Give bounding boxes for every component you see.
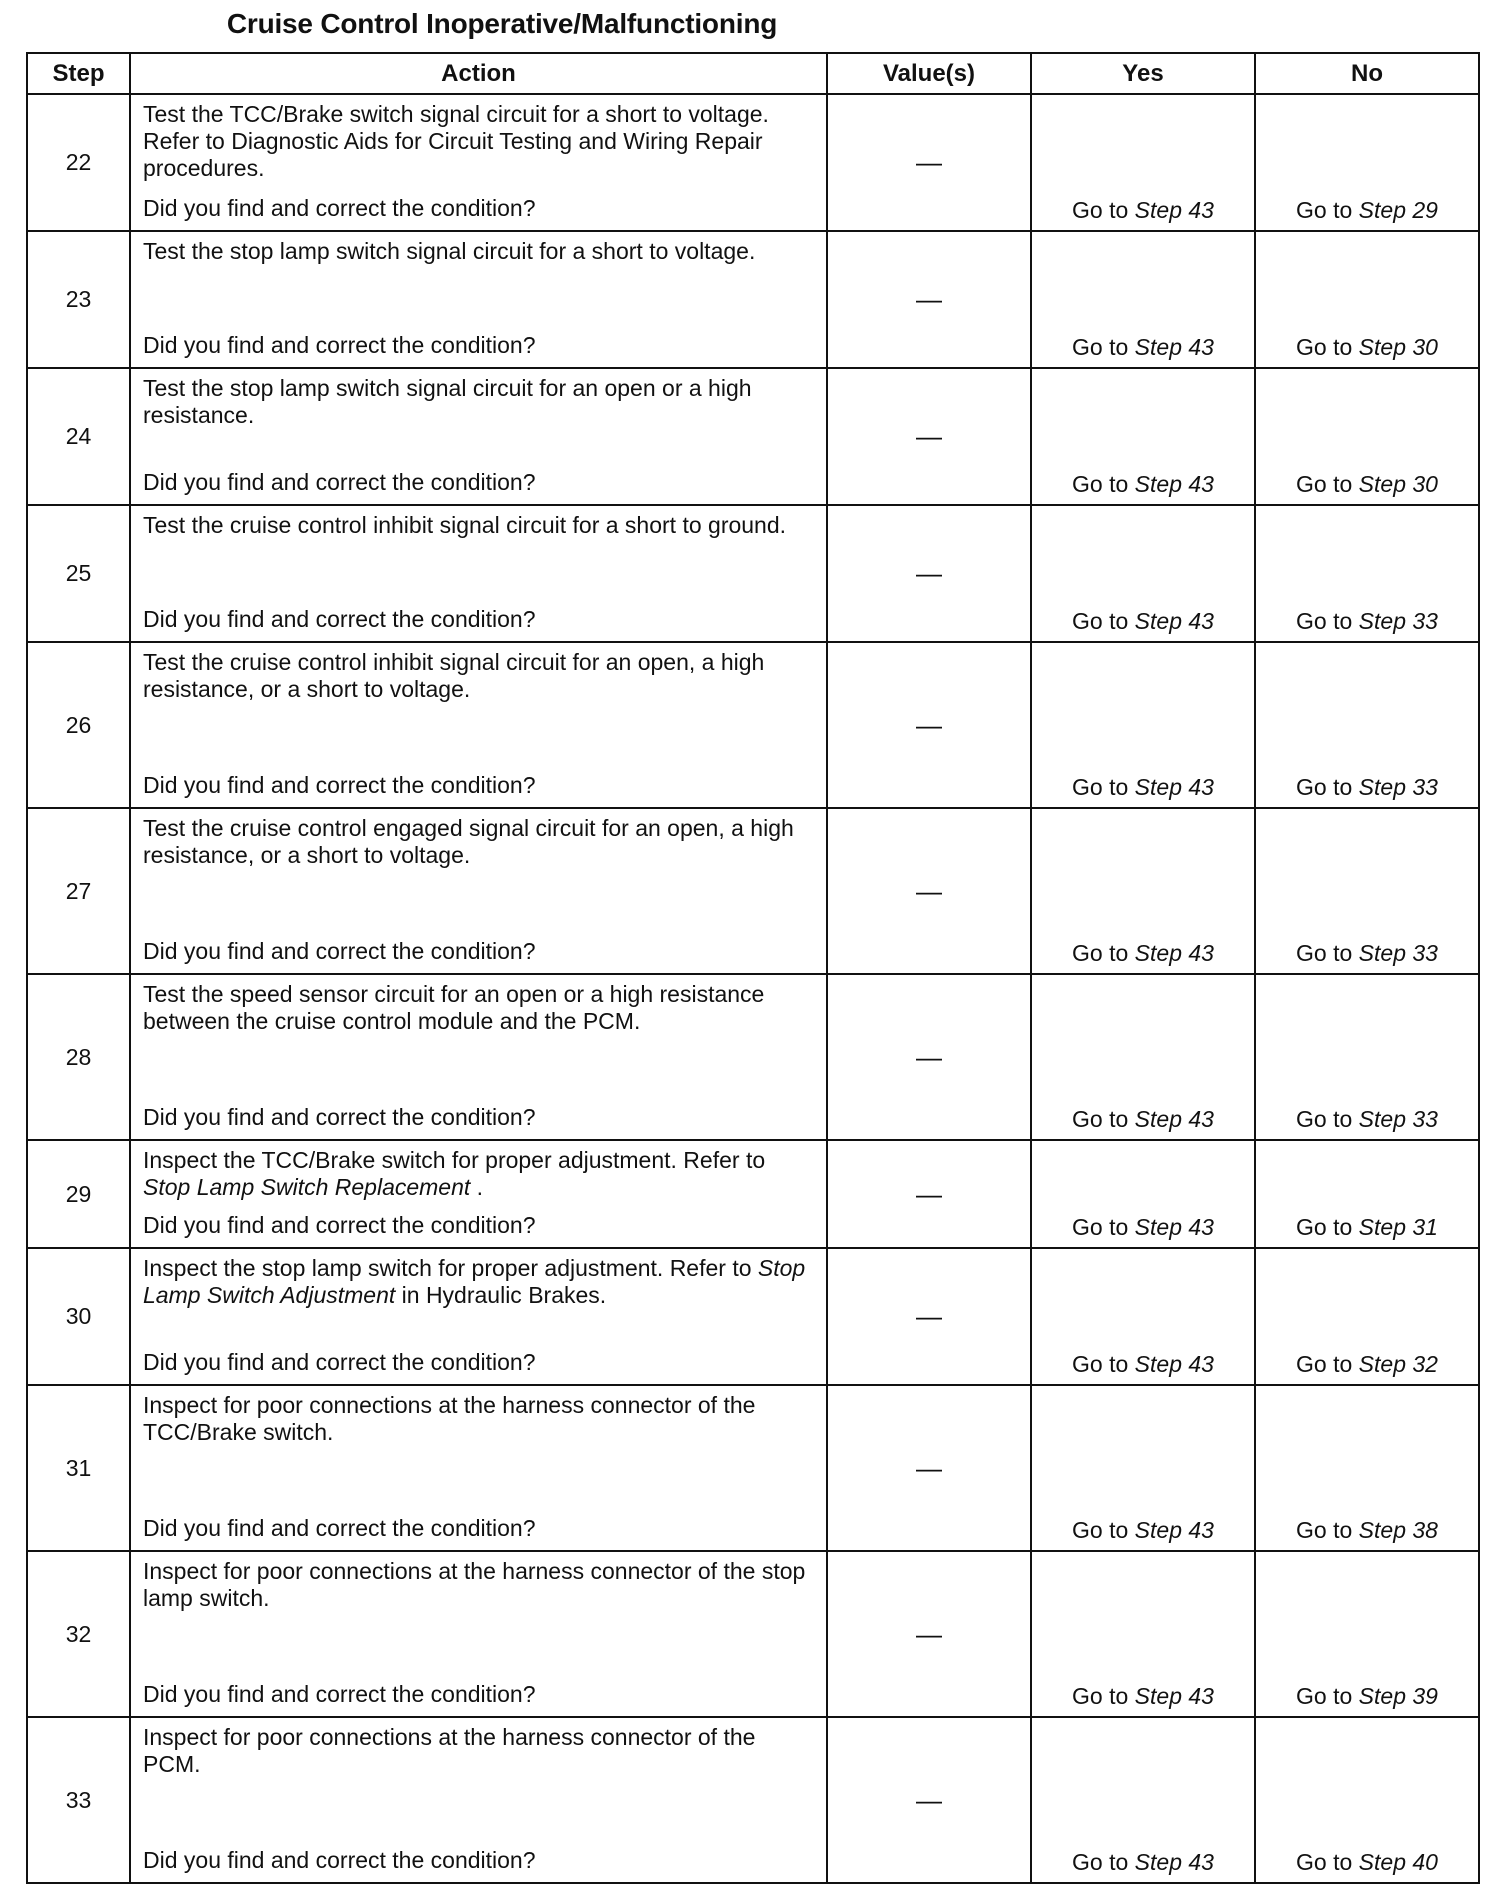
step-word: Step <box>1134 774 1182 800</box>
step-number: 25 <box>27 505 130 642</box>
step-word: Step <box>1134 471 1182 497</box>
action-text: Test the cruise control inhibit signal circuit for a short to ground. <box>143 512 787 538</box>
yes-target-step: 43 <box>1188 1106 1214 1132</box>
action-text: Test the stop lamp switch signal circuit for a short to voltage. <box>143 238 756 264</box>
value-cell: — <box>827 368 1031 505</box>
value-cell: — <box>827 974 1031 1140</box>
table-row <box>27 1385 1479 1551</box>
value-cell: — <box>827 1248 1031 1385</box>
action-description <box>143 1147 816 1201</box>
no-cell <box>1255 808 1479 974</box>
action-text: Test the cruise control inhibit signal circuit for an open, a high resistance, or a short to voltage. <box>143 649 765 702</box>
header-action: Action <box>130 53 827 94</box>
step-word: Step <box>1358 1517 1406 1543</box>
no-target-step: 33 <box>1412 940 1438 966</box>
value-cell: — <box>827 1717 1031 1883</box>
action-question: Did you find and correct the condition? <box>143 332 536 358</box>
action-question: Did you find and correct the condition? <box>143 772 536 798</box>
go-to-label: Go to <box>1072 608 1129 634</box>
go-to-label: Go to <box>1296 1214 1353 1240</box>
action-description <box>143 1558 816 1612</box>
no-target-step: 29 <box>1412 197 1438 223</box>
header-yes: Yes <box>1031 53 1255 94</box>
step-number: 24 <box>27 368 130 505</box>
step-word: Step <box>1358 774 1406 800</box>
go-to-label: Go to <box>1296 471 1353 497</box>
yes-cell <box>1031 1717 1255 1883</box>
action-text: Inspect for poor connections at the harness connector of the TCC/Brake switch. <box>143 1392 756 1445</box>
no-target-step: 33 <box>1412 774 1438 800</box>
yes-cell <box>1031 808 1255 974</box>
yes-cell <box>1031 368 1255 505</box>
value-cell: — <box>827 231 1031 368</box>
action-text: Test the cruise control engaged signal circuit for an open, a high resistance, or a short to voltage. <box>143 815 794 868</box>
table-row <box>27 368 1479 505</box>
action-cell <box>130 231 827 368</box>
yes-cell <box>1031 974 1255 1140</box>
step-number: 33 <box>27 1717 130 1883</box>
action-cell <box>130 94 827 231</box>
yes-cell <box>1031 94 1255 231</box>
step-number: 23 <box>27 231 130 368</box>
yes-target-step: 43 <box>1188 774 1214 800</box>
table-row <box>27 1551 1479 1717</box>
no-target-step: 39 <box>1412 1683 1438 1709</box>
yes-target-step: 43 <box>1188 1849 1214 1875</box>
table-row <box>27 231 1479 368</box>
action-text: Test the speed sensor circuit for an open or a high resistance between the cruise control module and the PCM. <box>143 981 765 1034</box>
action-question: Did you find and correct the condition? <box>143 1515 536 1541</box>
action-question: Did you find and correct the condition? <box>143 1681 536 1707</box>
table-row <box>27 1248 1479 1385</box>
step-word: Step <box>1358 940 1406 966</box>
action-text: Inspect the stop lamp switch for proper adjustment. Refer to <box>143 1255 758 1281</box>
go-to-label: Go to <box>1296 197 1353 223</box>
action-cell <box>130 808 827 974</box>
action-description <box>143 1724 816 1778</box>
no-target-step: 33 <box>1412 608 1438 634</box>
go-to-label: Go to <box>1072 197 1129 223</box>
step-number: 27 <box>27 808 130 974</box>
go-to-label: Go to <box>1296 1517 1353 1543</box>
action-cell <box>130 1248 827 1385</box>
yes-target-step: 43 <box>1188 1214 1214 1240</box>
table-row <box>27 1717 1479 1883</box>
value-cell: — <box>827 1551 1031 1717</box>
step-word: Step <box>1358 471 1406 497</box>
table-row <box>27 1140 1479 1248</box>
go-to-label: Go to <box>1072 1106 1129 1132</box>
go-to-label: Go to <box>1296 334 1353 360</box>
header-values: Value(s) <box>827 53 1031 94</box>
action-description <box>143 512 816 539</box>
action-description <box>143 1255 816 1309</box>
step-word: Step <box>1358 1351 1406 1377</box>
header-no: No <box>1255 53 1479 94</box>
action-cell <box>130 505 827 642</box>
step-word: Step <box>1134 1214 1182 1240</box>
yes-target-step: 43 <box>1188 1517 1214 1543</box>
step-number: 22 <box>27 94 130 231</box>
action-question: Did you find and correct the condition? <box>143 1349 536 1375</box>
step-word: Step <box>1134 334 1182 360</box>
diagnostic-table <box>26 52 1480 1884</box>
action-question: Did you find and correct the condition? <box>143 1212 536 1238</box>
go-to-label: Go to <box>1072 774 1129 800</box>
no-cell <box>1255 974 1479 1140</box>
no-target-step: 38 <box>1412 1517 1438 1543</box>
table-row <box>27 94 1479 231</box>
step-word: Step <box>1358 1106 1406 1132</box>
action-description <box>143 649 816 703</box>
step-word: Step <box>1134 1517 1182 1543</box>
action-question: Did you find and correct the condition? <box>143 1104 536 1130</box>
step-number: 28 <box>27 974 130 1140</box>
action-description <box>143 375 816 429</box>
action-text: Test the stop lamp switch signal circuit for an open or a high resistance. <box>143 375 752 428</box>
step-number: 26 <box>27 642 130 808</box>
go-to-label: Go to <box>1072 1214 1129 1240</box>
yes-target-step: 43 <box>1188 1683 1214 1709</box>
no-cell <box>1255 231 1479 368</box>
step-word: Step <box>1358 1214 1406 1240</box>
yes-cell <box>1031 1248 1255 1385</box>
yes-cell <box>1031 1140 1255 1248</box>
go-to-label: Go to <box>1072 1351 1129 1377</box>
action-text: Inspect for poor connections at the harness connector of the PCM. <box>143 1724 756 1777</box>
yes-target-step: 43 <box>1188 197 1214 223</box>
step-number: 29 <box>27 1140 130 1248</box>
yes-target-step: 43 <box>1188 608 1214 634</box>
go-to-label: Go to <box>1072 334 1129 360</box>
yes-cell <box>1031 505 1255 642</box>
action-question: Did you find and correct the condition? <box>143 1847 536 1873</box>
step-word: Step <box>1134 1351 1182 1377</box>
step-number: 32 <box>27 1551 130 1717</box>
action-description <box>143 1392 816 1446</box>
no-cell <box>1255 1140 1479 1248</box>
go-to-label: Go to <box>1072 1683 1129 1709</box>
action-question: Did you find and correct the condition? <box>143 606 536 632</box>
table-row <box>27 808 1479 974</box>
yes-cell <box>1031 1385 1255 1551</box>
value-cell: — <box>827 505 1031 642</box>
no-cell <box>1255 1385 1479 1551</box>
step-word: Step <box>1358 1849 1406 1875</box>
no-cell <box>1255 1248 1479 1385</box>
go-to-label: Go to <box>1296 1683 1353 1709</box>
yes-target-step: 43 <box>1188 471 1214 497</box>
action-cell <box>130 1385 827 1551</box>
table-body <box>27 94 1479 1883</box>
action-description <box>143 101 816 182</box>
step-word: Step <box>1358 334 1406 360</box>
step-word: Step <box>1134 1106 1182 1132</box>
no-cell <box>1255 94 1479 231</box>
action-text: Inspect for poor connections at the harness connector of the stop lamp switch. <box>143 1558 806 1611</box>
yes-target-step: 43 <box>1188 940 1214 966</box>
action-cell <box>130 1717 827 1883</box>
step-word: Step <box>1134 608 1182 634</box>
header-step: Step <box>27 53 130 94</box>
yes-target-step: 43 <box>1188 334 1214 360</box>
action-description <box>143 238 816 265</box>
go-to-label: Go to <box>1296 940 1353 966</box>
go-to-label: Go to <box>1296 1106 1353 1132</box>
table-row <box>27 642 1479 808</box>
step-word: Step <box>1358 197 1406 223</box>
step-word: Step <box>1134 940 1182 966</box>
no-cell <box>1255 642 1479 808</box>
go-to-label: Go to <box>1296 608 1353 634</box>
no-target-step: 33 <box>1412 1106 1438 1132</box>
action-description <box>143 981 816 1035</box>
step-number: 31 <box>27 1385 130 1551</box>
no-target-step: 30 <box>1412 334 1438 360</box>
go-to-label: Go to <box>1072 940 1129 966</box>
yes-target-step: 43 <box>1188 1351 1214 1377</box>
yes-cell <box>1031 231 1255 368</box>
value-cell: — <box>827 1385 1031 1551</box>
step-word: Step <box>1358 608 1406 634</box>
step-number: 30 <box>27 1248 130 1385</box>
no-cell <box>1255 368 1479 505</box>
action-text: in Hydraulic Brakes. <box>395 1282 607 1308</box>
no-cell <box>1255 1551 1479 1717</box>
yes-cell <box>1031 1551 1255 1717</box>
no-target-step: 30 <box>1412 471 1438 497</box>
table-row <box>27 974 1479 1140</box>
go-to-label: Go to <box>1072 1849 1129 1875</box>
value-cell: — <box>827 808 1031 974</box>
action-cell <box>130 1140 827 1248</box>
action-question: Did you find and correct the condition? <box>143 195 536 221</box>
go-to-label: Go to <box>1072 471 1129 497</box>
value-cell: — <box>827 94 1031 231</box>
step-word: Step <box>1134 1683 1182 1709</box>
value-cell: — <box>827 642 1031 808</box>
document-title: Cruise Control Inoperative/Malfunctioning <box>226 8 778 39</box>
action-cell <box>130 1551 827 1717</box>
no-cell <box>1255 1717 1479 1883</box>
go-to-label: Go to <box>1296 1351 1353 1377</box>
action-description <box>143 815 816 869</box>
action-text: . <box>470 1174 484 1200</box>
action-text: Test the TCC/Brake switch signal circuit for a short to voltage. Refer to Diagnostic Aids for Circuit Testing and Wiring Repair procedures. <box>143 101 769 181</box>
no-cell <box>1255 505 1479 642</box>
header-row <box>27 53 1479 94</box>
go-to-label: Go to <box>1296 774 1353 800</box>
no-target-step: 40 <box>1412 1849 1438 1875</box>
go-to-label: Go to <box>1072 1517 1129 1543</box>
value-cell: — <box>827 1140 1031 1248</box>
action-question: Did you find and correct the condition? <box>143 938 536 964</box>
action-reference: Stop Lamp Switch Adjustment <box>143 1255 806 1308</box>
action-question: Did you find and correct the condition? <box>143 469 536 495</box>
no-target-step: 31 <box>1412 1214 1438 1240</box>
yes-cell <box>1031 642 1255 808</box>
action-text: Inspect the TCC/Brake switch for proper adjustment. Refer to <box>143 1147 766 1173</box>
no-target-step: 32 <box>1412 1351 1438 1377</box>
table-row <box>27 505 1479 642</box>
action-cell <box>130 368 827 505</box>
step-word: Step <box>1134 1849 1182 1875</box>
action-cell <box>130 642 827 808</box>
action-cell <box>130 974 827 1140</box>
step-word: Step <box>1134 197 1182 223</box>
step-word: Step <box>1358 1683 1406 1709</box>
action-reference: Stop Lamp Switch Replacement <box>143 1174 471 1200</box>
go-to-label: Go to <box>1296 1849 1353 1875</box>
